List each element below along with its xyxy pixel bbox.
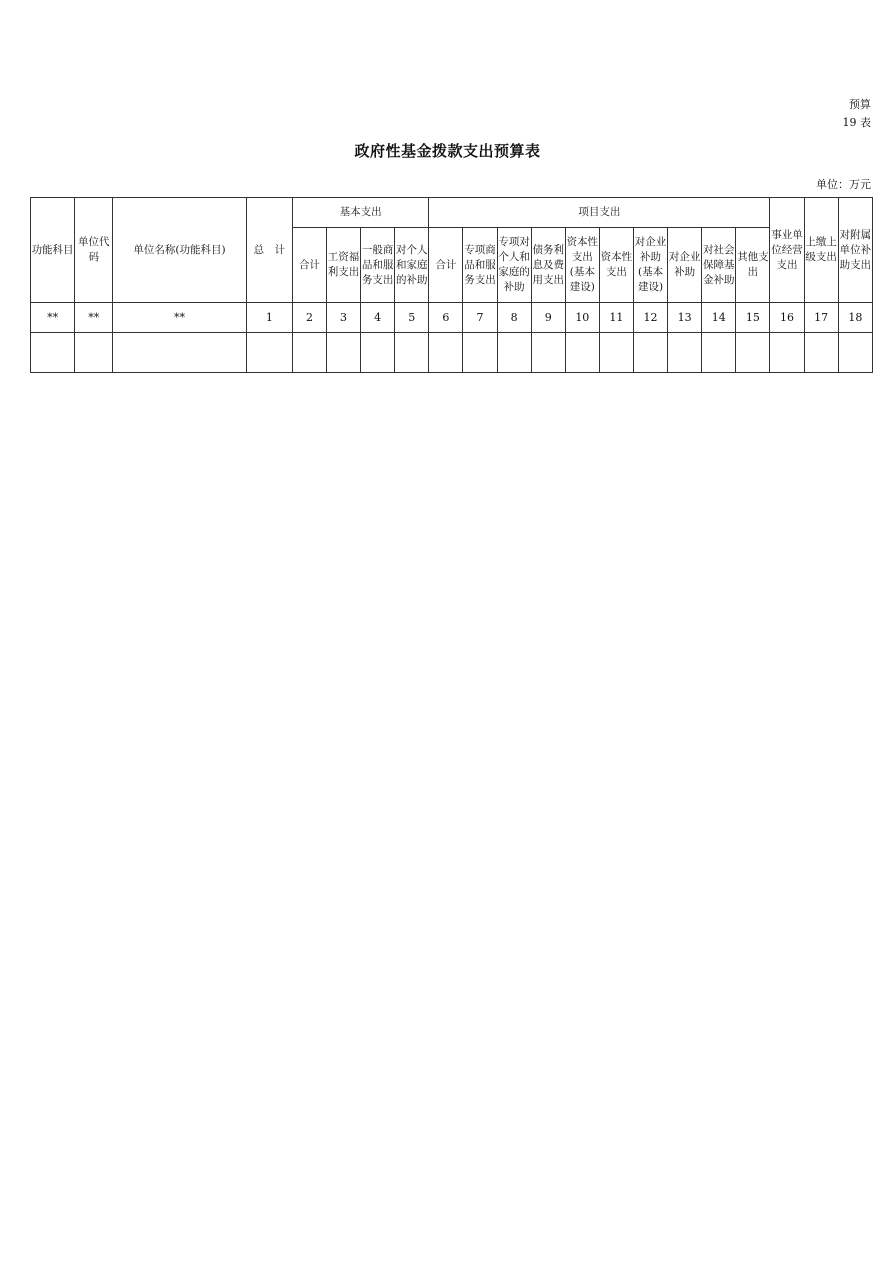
header-group-project: 项目支出 <box>429 198 770 228</box>
header-project-col: 专项对个人和家庭的补助 <box>497 228 531 303</box>
form-code-line2: 19 表 <box>842 116 871 129</box>
index-cell: 18 <box>838 303 872 333</box>
empty-cell <box>599 333 633 373</box>
page-title: 政府性基金拨款支出预算表 <box>354 142 541 160</box>
empty-cell <box>246 333 292 373</box>
empty-cell <box>395 333 429 373</box>
header-project-col: 资本性支出 <box>599 228 633 303</box>
index-cell: 9 <box>531 303 565 333</box>
empty-cell <box>804 333 838 373</box>
index-cell: 5 <box>395 303 429 333</box>
empty-cell <box>497 333 531 373</box>
empty-cell <box>565 333 599 373</box>
header-row-groups <box>31 198 873 228</box>
budget-table <box>30 197 873 373</box>
header-basic-col: 合计 <box>292 228 326 303</box>
index-cell: ** <box>31 303 75 333</box>
index-cell: 1 <box>246 303 292 333</box>
index-cell: 3 <box>327 303 361 333</box>
empty-cell <box>531 333 565 373</box>
index-cell: ** <box>75 303 113 333</box>
empty-cell <box>75 333 113 373</box>
header-subsidiary-grant: 对附属单位补助支出 <box>838 198 872 303</box>
index-cell: 17 <box>804 303 838 333</box>
index-cell: 12 <box>633 303 667 333</box>
header-func-subject: 功能科目 <box>31 198 75 303</box>
header-group-basic: 基本支出 <box>292 198 428 228</box>
header-project-col: 对企业补助(基本建设) <box>633 228 667 303</box>
empty-cell <box>736 333 770 373</box>
header-project-col: 对社会保障基金补助 <box>702 228 736 303</box>
empty-cell <box>113 333 246 373</box>
empty-cell <box>770 333 804 373</box>
index-cell: 10 <box>565 303 599 333</box>
empty-cell <box>31 333 75 373</box>
empty-cell <box>463 333 497 373</box>
empty-cell <box>668 333 702 373</box>
empty-cell <box>292 333 326 373</box>
index-cell: 14 <box>702 303 736 333</box>
header-project-col: 其他支出 <box>736 228 770 303</box>
form-code-line1: 预算 <box>849 98 871 111</box>
unit-label: 单位：万元 <box>816 178 871 191</box>
index-cell: 16 <box>770 303 804 333</box>
header-business-expense: 事业单位经营支出 <box>770 198 804 303</box>
empty-cell <box>361 333 395 373</box>
index-cell: 2 <box>292 303 326 333</box>
table-row-empty <box>31 333 873 373</box>
index-cell: 8 <box>497 303 531 333</box>
empty-cell <box>633 333 667 373</box>
index-cell: 11 <box>599 303 633 333</box>
header-basic-col: 对个人和家庭的补助 <box>395 228 429 303</box>
header-basic-col: 工资福利支出 <box>327 228 361 303</box>
header-remit-superior: 上缴上级支出 <box>804 198 838 303</box>
header-unit-code: 单位代码 <box>75 198 113 303</box>
header-project-col: 对企业补助 <box>668 228 702 303</box>
index-cell: ** <box>113 303 246 333</box>
empty-cell <box>429 333 463 373</box>
empty-cell <box>702 333 736 373</box>
header-basic-col: 一般商品和服务支出 <box>361 228 395 303</box>
index-cell: 6 <box>429 303 463 333</box>
header-project-col: 资本性支出(基本建设) <box>565 228 599 303</box>
index-cell: 4 <box>361 303 395 333</box>
header-project-col: 专项商品和服务支出 <box>463 228 497 303</box>
header-project-col: 合计 <box>429 228 463 303</box>
empty-cell <box>838 333 872 373</box>
empty-cell <box>327 333 361 373</box>
header-unit-name: 单位名称(功能科目) <box>113 198 246 303</box>
index-cell: 7 <box>463 303 497 333</box>
index-row <box>31 303 873 333</box>
header-project-col: 债务利息及费用支出 <box>531 228 565 303</box>
header-total: 总 计 <box>246 198 292 303</box>
index-cell: 13 <box>668 303 702 333</box>
index-cell: 15 <box>736 303 770 333</box>
